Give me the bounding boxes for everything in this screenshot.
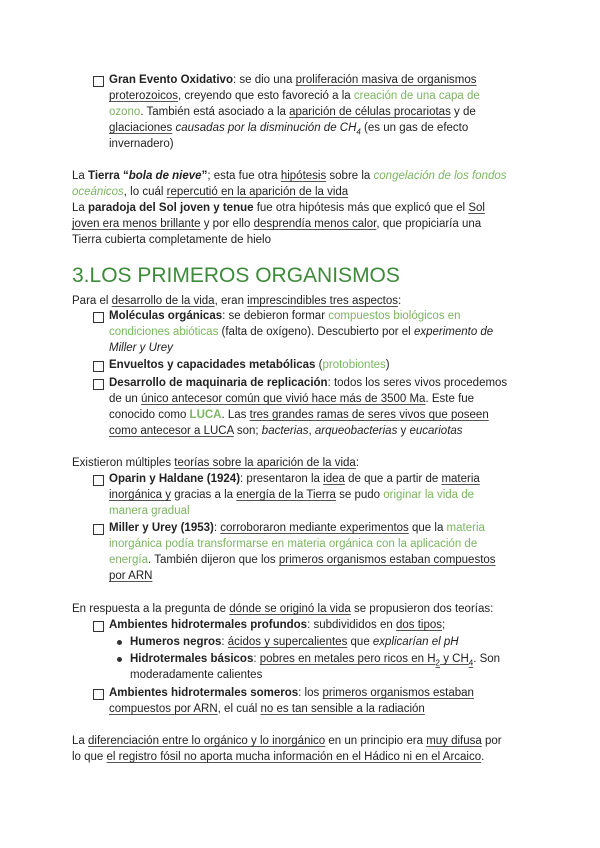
checkbox-icon[interactable] <box>93 76 104 87</box>
checkbox-icon[interactable] <box>93 361 104 372</box>
p1-line-5: Tierra cubierta completamente de hielo <box>72 234 272 246</box>
p3-oh-line-3: manera gradual <box>109 505 190 517</box>
p3-oh-line-2: inorgánica y gracias a la energía de la Tierra se pudo originar la vida de <box>109 489 475 501</box>
p2-dm-line-1: Desarrollo de maquinaria de replicación: todos los seres vivos procedemos <box>109 377 508 389</box>
p5-line-1: La diferenciación entre lo orgánico y lo inorgánico en un principio era muy difusa por <box>72 735 502 747</box>
p3-mu-line-2: inorgánica podía transformarse en materia orgánica con la aplicación de <box>109 538 478 550</box>
ge-line-2: proterozoicos, creyendo que esto favoreció a la creación de una capa de <box>109 90 480 102</box>
p4-ahs-line-2: compuestos por ARN, el cuál no es tan sensible a la radiación <box>109 703 425 715</box>
p3-mu-line-3: energía. También dijeron que los primeros organismos estaban compuestos <box>109 554 496 566</box>
bullet-icon <box>117 640 122 645</box>
p3-mu-line-1: Miller y Urey (1953): corroboraron mediante experimentos que la materia <box>109 522 485 534</box>
p4-hb-line-2: moderadamente calientes <box>130 669 263 681</box>
p2-env-line: Envueltos y capacidades metabólicas (protobiontes) <box>109 359 390 371</box>
ge-title: Gran Evento Oxidativo <box>109 74 233 86</box>
p2-dm-line-4: como antecesor a LUCA son; bacterias, arqueobacterias y eucariotas <box>109 425 463 437</box>
checkbox-icon[interactable] <box>93 312 104 323</box>
p4-hb-line-1: Hidrotermales básicos: pobres en metales pero ricos en $H_2$ y $CH_4$. Son <box>130 653 501 668</box>
ge-line-5: invernadero) <box>109 138 174 150</box>
checkbox-icon[interactable] <box>93 621 104 632</box>
ge-line-3: ozono. También está asociado a la aparición de células procariotas y de <box>109 106 476 118</box>
p4-hn-line: Humeros negros: ácidos y supercalientes que explicarían el pH <box>130 636 459 648</box>
p4-ahp-line: Ambientes hidrotermales profundos: subdivididos en dos tipos; <box>109 619 446 631</box>
p2-intro: Para el desarrollo de la vida, eran imprescindibles tres aspectos: <box>72 295 402 307</box>
p1-line-4: joven era menos brillante y por ello desprendía menos calor, que propiciaría una <box>72 218 482 230</box>
p3-oh-line-1: Oparin y Haldane (1924): presentaron la idea de que a partir de materia <box>109 473 480 485</box>
section-heading: 3.LOS PRIMEROS ORGANISMOS <box>72 264 400 287</box>
p2-mo-line-1: Moléculas orgánicas: se debieron formar compuestos biológicos en <box>109 310 461 322</box>
p1-line-1: La Tierra “bola de nieve”; esta fue otra hipótesis sobre la congelación de los fondos <box>72 170 507 182</box>
p2-mo-line-2: condiciones abióticas (falta de oxígeno). Descubierto por el experimento de <box>109 326 494 338</box>
p2-dm-line-3: conocido como LUCA. Las tres grandes ramas de seres vivos que poseen <box>109 409 489 421</box>
p3-intro: Existieron múltiples teorías sobre la aparición de la vida: <box>72 457 360 469</box>
checkbox-icon[interactable] <box>93 379 104 390</box>
p3-mu-line-4: por ARN <box>109 570 153 582</box>
checkbox-icon[interactable] <box>93 475 104 486</box>
p2-dm-line-2: de un único antecesor común que vivió hace más de 3500 Ma. Este fue <box>109 393 475 405</box>
p4-ahs-line-1: Ambientes hidrotermales someros: los primeros organismos estaban <box>109 687 474 699</box>
p1-line-2: oceánicos, lo cuál repercutió en la aparición de la vida <box>72 186 349 198</box>
p5-line-2: lo que el registro fósil no aporta mucha información en el Hádico ni en el Arcaico. <box>72 751 485 763</box>
p1-line-3: La paradoja del Sol joven y tenue fue otra hipótesis más que explicó que el Sol <box>72 202 485 214</box>
bullet-icon <box>117 657 122 662</box>
ge-line-1: Gran Evento Oxidativo: se dio una proliferación masiva de organismos <box>109 74 477 86</box>
p2-mo-line-3: Miller y Urey <box>109 342 173 354</box>
ge-line-4: glaciaciones causadas por la disminución de $CH_4$ (es un gas de efecto <box>109 122 469 137</box>
p4-intro: En respuesta a la pregunta de dónde se originó la vida se propusieron dos teorías: <box>72 603 494 615</box>
checkbox-icon[interactable] <box>93 689 104 700</box>
checkbox-icon[interactable] <box>93 524 104 535</box>
